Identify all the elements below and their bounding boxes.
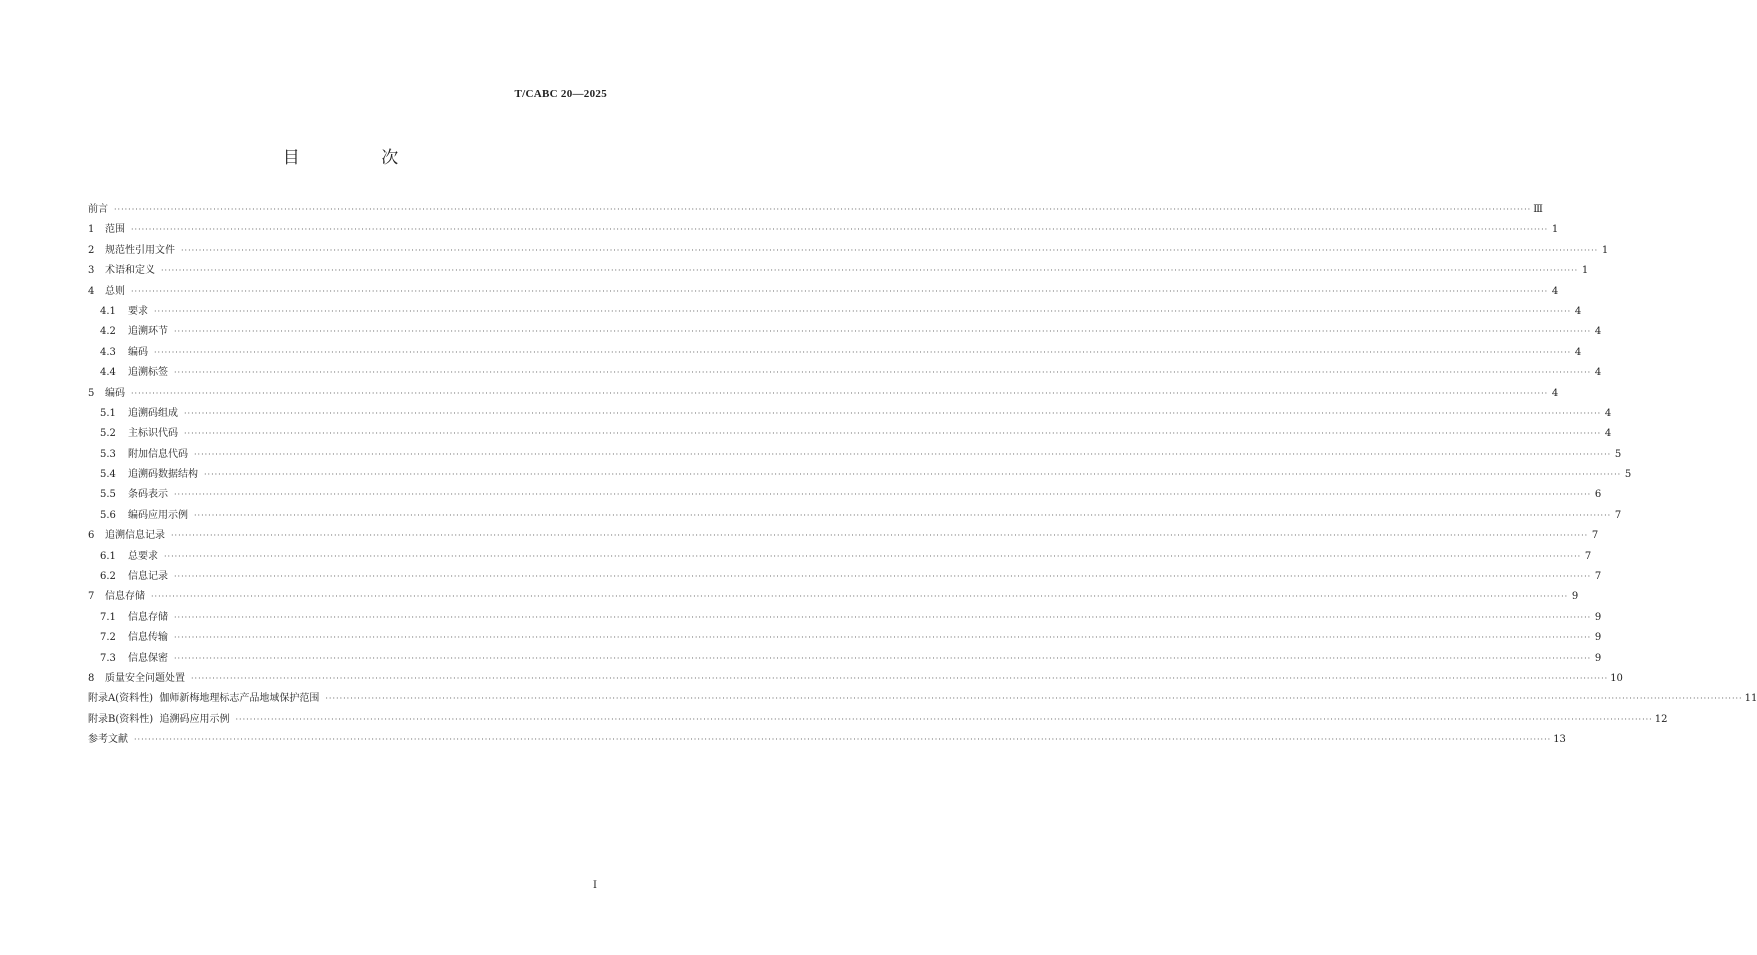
table-of-contents	[88, 200, 1757, 751]
toc-entry-text: 要求	[128, 305, 148, 317]
toc-entry-text: 信息存储	[128, 611, 168, 623]
toc-entry[interactable]	[88, 282, 1559, 302]
toc-leader-dots: ················································································································································································································································································································································································································	[174, 572, 1592, 582]
toc-entry-label	[100, 343, 148, 363]
toc-entry[interactable]	[88, 404, 1612, 424]
toc-entry-label	[100, 485, 168, 505]
toc-entry-text: 术语和定义	[105, 265, 155, 277]
toc-entry[interactable]	[88, 608, 1602, 628]
toc-entry-text: 追溯码数据结构	[128, 469, 198, 481]
toc-entry-text: 编码应用示例	[128, 509, 188, 521]
toc-leader-dots: ················································································································································································································································································································································································································	[181, 245, 1599, 255]
toc-entry-label	[88, 730, 128, 750]
toc-leader-dots: ················································································································································································································································································································································································································	[131, 286, 1549, 296]
toc-entry-text: 质量安全问题处置	[105, 672, 185, 684]
toc-entry[interactable]	[88, 343, 1582, 363]
toc-entry-page: 1	[1551, 224, 1559, 236]
toc-entry-number: 5.3	[100, 448, 116, 460]
toc-entry-label	[88, 200, 108, 220]
toc-leader-dots: ················································································································································································································································································································································································································	[131, 388, 1549, 398]
toc-entry[interactable]	[88, 710, 1668, 730]
toc-entry-text: 范围	[105, 224, 125, 236]
toc-entry-label	[100, 608, 168, 628]
toc-entry[interactable]	[88, 241, 1609, 261]
toc-entry-number: 5.1	[100, 407, 116, 419]
toc-leader-dots: ················································································································································································································································································································································································································	[131, 225, 1549, 235]
toc-entry-label	[88, 710, 230, 730]
toc-entry-page: 6	[1594, 489, 1602, 501]
toc-leader-dots: ················································································································································································································································································································································································································	[161, 266, 1579, 276]
page-title: 目 次	[282, 148, 437, 168]
toc-leader-dots: ················································································································································································································································································································································································································	[174, 368, 1592, 378]
toc-entry-text: 附加信息代码	[128, 448, 188, 460]
toc-entry-page: 1	[1581, 265, 1589, 277]
toc-entry-label	[100, 445, 188, 465]
toc-leader-dots: ················································································································································································································································································································································································································	[235, 714, 1653, 724]
toc-entry[interactable]	[88, 322, 1602, 342]
toc-entry-page: 4	[1551, 285, 1559, 297]
toc-entry-page: 7	[1594, 571, 1602, 583]
toc-entry-number: 4.4	[100, 367, 116, 379]
toc-entry-number: 3	[88, 265, 95, 277]
toc-entry-page: 11	[1744, 693, 1757, 705]
toc-leader-dots: ················································································································································································································································································································································································································	[174, 490, 1592, 500]
toc-entry[interactable]	[88, 547, 1592, 567]
toc-entry-label	[88, 526, 165, 546]
toc-entry-number: 4.2	[100, 326, 116, 338]
toc-entry-text: 追溯环节	[128, 326, 168, 338]
toc-entry-page: 9	[1571, 591, 1579, 603]
toc-entry-text: 信息传输	[128, 632, 168, 644]
toc-entry-label	[88, 587, 145, 607]
toc-entry[interactable]	[88, 220, 1559, 240]
toc-entry-page: 4	[1574, 346, 1582, 358]
toc-entry-page: 4	[1604, 407, 1612, 419]
toc-entry[interactable]	[88, 485, 1602, 505]
toc-entry[interactable]	[88, 424, 1612, 444]
toc-entry-number: 1	[88, 224, 95, 236]
toc-entry-page: 13	[1553, 734, 1566, 746]
toc-entry-page: 4	[1594, 367, 1602, 379]
toc-entry-number: 7.1	[100, 611, 116, 623]
toc-entry[interactable]	[88, 384, 1559, 404]
toc-entry[interactable]	[88, 526, 1599, 546]
toc-entry-label	[88, 689, 319, 709]
toc-entry-text: 参考文献	[88, 734, 128, 746]
toc-entry-text: 总则	[105, 285, 125, 297]
toc-entry-number: 7.3	[100, 652, 116, 664]
toc-leader-dots: ················································································································································································································································································································································································································	[114, 205, 1532, 214]
toc-leader-dots: ················································································································································································································································································································································································································	[325, 694, 1743, 704]
toc-entry[interactable]	[88, 445, 1622, 465]
toc-entry-number: 5.2	[100, 428, 116, 440]
toc-entry-page: 4	[1604, 428, 1612, 440]
toc-entry-number: 6.1	[100, 550, 116, 562]
toc-leader-dots: ················································································································································································································································································································································································································	[174, 633, 1592, 643]
toc-entry[interactable]	[88, 302, 1582, 322]
toc-leader-dots: ················································································································································································································································································································································································································	[194, 449, 1612, 459]
toc-entry-page: 7	[1591, 530, 1599, 542]
toc-entry-page: Ⅲ	[1533, 204, 1543, 215]
toc-entry-label	[100, 628, 168, 648]
toc-leader-dots: ················································································································································································································································································································································································································	[154, 306, 1572, 316]
toc-entry-label	[100, 322, 168, 342]
toc-entry-number: 8	[88, 672, 95, 684]
toc-entry-number: 7	[88, 591, 95, 603]
toc-entry-label	[100, 649, 168, 669]
toc-entry-page: 7	[1614, 509, 1622, 521]
toc-leader-dots: ················································································································································································································································································································································································································	[154, 347, 1572, 357]
toc-entry-text: 总要求	[128, 550, 158, 562]
toc-entry-text: 条码表示	[128, 489, 168, 501]
toc-entry-label	[88, 669, 185, 689]
toc-leader-dots: ················································································································································································································································································································································································································	[204, 470, 1622, 480]
toc-leader-dots: ················································································································································································································································································································································································································	[134, 735, 1552, 745]
toc-leader-dots: ················································································································································································································································································································································································································	[184, 408, 1602, 418]
toc-leader-dots: ················································································································································································································································································································································································································	[171, 531, 1589, 541]
toc-entry-text: 追溯码组成	[128, 407, 178, 419]
standard-code: T/CABC 20—2025	[514, 88, 607, 100]
toc-entry-text: 信息记录	[128, 571, 168, 583]
toc-entry-label	[100, 547, 158, 567]
toc-entry-page: 12	[1654, 713, 1668, 725]
toc-entry[interactable]	[88, 587, 1579, 607]
toc-entry-number: 4.3	[100, 346, 116, 358]
toc-leader-dots: ················································································································································································································································································································································································································	[164, 551, 1582, 561]
toc-entry-text: 编码	[105, 387, 125, 399]
toc-entry-text: 编码	[128, 346, 148, 358]
toc-entry-page: 1	[1601, 244, 1609, 256]
toc-entry-label	[100, 404, 178, 424]
toc-entry-page: 5	[1614, 448, 1622, 460]
toc-entry-label	[100, 506, 188, 526]
toc-entry-number: 5.6	[100, 509, 116, 521]
toc-entry-number: 2	[88, 244, 95, 256]
toc-entry[interactable]	[88, 730, 1566, 750]
toc-entry-text: 附录B(资料性) 追溯码应用示例	[88, 713, 230, 725]
toc-entry[interactable]	[88, 465, 1632, 485]
toc-entry-number: 5.5	[100, 489, 116, 501]
toc-entry-number: 7.2	[100, 632, 116, 644]
toc-entry[interactable]	[88, 200, 1543, 220]
toc-entry-label	[100, 424, 178, 444]
toc-entry-label	[100, 363, 168, 383]
toc-entry[interactable]	[88, 669, 1623, 689]
toc-entry-text: 规范性引用文件	[105, 244, 175, 256]
toc-entry[interactable]	[88, 261, 1589, 281]
toc-entry-label	[100, 302, 148, 322]
toc-entry-text: 追溯信息记录	[105, 530, 165, 542]
toc-entry-number: 4	[88, 285, 95, 297]
toc-entry-page: 4	[1574, 305, 1582, 317]
toc-entry[interactable]	[88, 649, 1602, 669]
toc-leader-dots: ················································································································································································································································································································································································································	[174, 653, 1592, 663]
toc-leader-dots: ················································································································································································································································································································································································································	[151, 592, 1569, 602]
toc-entry-page: 4	[1551, 387, 1559, 399]
toc-entry-label	[88, 220, 125, 240]
toc-entry-page: 9	[1594, 652, 1602, 664]
toc-entry[interactable]	[88, 363, 1602, 383]
toc-entry-text: 信息存储	[105, 591, 145, 603]
toc-entry-page: 4	[1594, 326, 1602, 338]
toc-entry-number: 4.1	[100, 305, 116, 317]
toc-entry-text: 附录A(资料性) 伽师新梅地理标志产品地域保护范围	[88, 693, 320, 705]
toc-entry-page: 7	[1584, 550, 1592, 562]
toc-entry-number: 6.2	[100, 571, 116, 583]
toc-entry-page: 9	[1594, 632, 1602, 644]
toc-entry-page: 10	[1610, 672, 1623, 684]
toc-entry[interactable]	[88, 506, 1622, 526]
toc-entry-label	[88, 261, 155, 281]
toc-leader-dots: ················································································································································································································································································································································································································	[194, 510, 1612, 520]
toc-entry[interactable]	[88, 628, 1602, 648]
toc-entry-label	[88, 282, 125, 302]
toc-entry-page: 5	[1624, 469, 1632, 481]
toc-leader-dots: ················································································································································································································································································································································································································	[174, 612, 1592, 622]
toc-entry-label	[100, 465, 198, 485]
toc-entry-number: 5.4	[100, 469, 116, 481]
toc-leader-dots: ················································································································································································································································································································································································································	[184, 429, 1602, 439]
footer-page-number: I	[593, 880, 597, 891]
toc-entry-page: 9	[1594, 611, 1602, 623]
toc-entry-text: 主标识代码	[128, 428, 178, 440]
toc-entry-number: 5	[88, 387, 95, 399]
toc-entry-text: 前言	[88, 204, 108, 215]
toc-entry-text: 追溯标签	[128, 367, 168, 379]
toc-entry-label	[100, 567, 168, 587]
toc-entry-label	[88, 384, 125, 404]
toc-entry-text: 信息保密	[128, 652, 168, 664]
toc-entry[interactable]	[88, 567, 1602, 587]
toc-entry-label	[88, 241, 175, 261]
toc-entry[interactable]	[88, 689, 1757, 709]
toc-leader-dots: ················································································································································································································································································································································································································	[191, 673, 1609, 683]
toc-leader-dots: ················································································································································································································································································································································································································	[174, 327, 1592, 337]
toc-entry-number: 6	[88, 530, 95, 542]
